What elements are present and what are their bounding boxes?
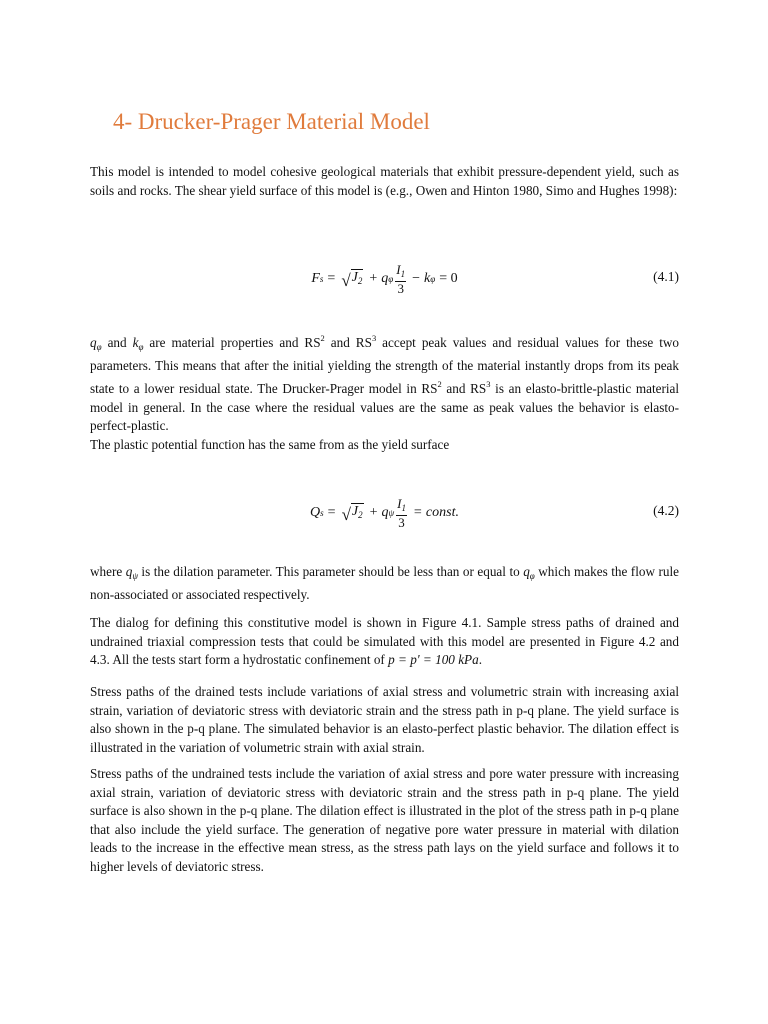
eq1-q: q: [381, 271, 389, 286]
eq1-frac-den: 3: [397, 280, 404, 296]
eq2-lhs-sub: s: [320, 508, 324, 518]
section-heading: 4- Drucker-Prager Material Model: [113, 109, 430, 134]
p2-and: and: [107, 335, 127, 350]
eq2-q: q: [381, 505, 389, 520]
eq2-frac-num-sub: 1: [401, 502, 406, 513]
eq2-lhs: Q: [310, 505, 321, 520]
p4-q: q: [125, 564, 133, 579]
eq1-sqrt-var: J: [351, 270, 358, 285]
p4-text-2: is the dilation parameter. This parameter should be less than or equal to: [141, 564, 520, 579]
equation-number-4-1: (4.1): [653, 269, 679, 284]
material-properties-paragraph: [90, 329, 679, 436]
p2-sup-4: 3: [486, 379, 491, 389]
plastic-potential-paragraph: The plastic potential function has the same from as the yield surface: [90, 437, 450, 452]
eq1-k: k: [424, 271, 431, 286]
eq1-k-sub: φ: [430, 274, 436, 284]
eq2-rhs: = const.: [412, 505, 459, 520]
p2-text-3: accept peak values and residual values for these two parameters. This means that after the initial yielding the strength of the material instantly drops from its peak state to a lower residual state. The Drucker-Prager model in RS: [90, 335, 680, 396]
p2-text-5: is an elasto-brittle-plastic material model in general. In the case where the residual values are the same as peak values the behavior is elasto-perfect-plastic.: [90, 381, 680, 433]
equation-4-2: [90, 488, 679, 538]
eq1-q-sub: φ: [388, 274, 394, 284]
eq2-frac-den: 3: [398, 514, 405, 530]
p2-text-2: and RS: [330, 335, 372, 350]
eq1-fraction: [395, 263, 406, 296]
drained-tests-paragraph: Stress paths of the drained tests include variations of axial stress and volumetric strain with increasing axial strain, variation of deviatoric stress with deviatoric strain and the stress path in p-q plane. The yield surface is also shown in the p-q plane. The simulated behavior is an elasto-perfect plastic behavior. The dilation effect is illustrated in the variation of volumetric strain with axial strain.: [90, 684, 679, 755]
equation-4-1: [90, 254, 679, 304]
eq1-rhs: = 0: [439, 271, 458, 286]
intro-paragraph: This model is intended to model cohesive geological materials that exhibit pressure-dependent yield, such as soils and rocks. The shear yield surface of this model is (e.g., Owen and Hinton 1980, Simo and Hughes 1998):: [90, 164, 679, 198]
p5-text-1: The dialog for defining this constitutive model is shown in Figure 4.1. Sample stress paths of drained and undrained triaxial compression tests that could be simulated with this model are presented in Figure 4.2 and 4.3. All the tests start form a hydrostatic confinement of: [90, 615, 679, 667]
p2-sup-3: 2: [437, 379, 442, 389]
p2-k-sub: φ: [138, 342, 144, 352]
eq1-frac-num-sub: 1: [400, 268, 406, 279]
p2-sup-2: 3: [371, 333, 377, 343]
eq2-sqrt-sub: 2: [358, 510, 363, 520]
eq2-fraction: [396, 497, 407, 530]
dilation-paragraph: [90, 563, 679, 604]
eq1-lhs: F: [311, 271, 320, 286]
eq2-sqrt: √ $J_2$: [341, 504, 363, 524]
eq1-sqrt-sub: 2: [357, 276, 363, 286]
p4-q-sub: ψ: [132, 571, 138, 581]
eq1-sqrt: √ $J_2$: [341, 270, 363, 290]
p4-text-3: which makes the flow rule non-associated or associated respectively.: [90, 564, 679, 602]
eq2-q-sub: ψ: [388, 508, 395, 518]
p2-sup-1: 2: [320, 333, 325, 343]
p2-k: k: [132, 335, 139, 350]
equation-number-4-2: (4.2): [653, 503, 679, 518]
p4-q2-sub: φ: [529, 571, 535, 581]
eq2-sqrt-var: J: [351, 504, 359, 519]
eq1-lhs-sub: s: [319, 274, 324, 284]
p4-q2: q: [523, 564, 530, 579]
p5-text-2: .: [478, 652, 482, 667]
p4-text-1: where: [90, 564, 123, 579]
p2-text-1: are material properties and RS: [149, 335, 321, 350]
p2-text-4: and RS: [446, 381, 487, 396]
p2-q-sub: φ: [96, 342, 102, 352]
equation-4-1-body: F s = √ $J_2$ + q φ $\frac{I_1}{3}$ − k φ = 0: [311, 261, 458, 296]
undrained-tests-paragraph: Stress paths of the undrained tests include the variation of axial stress and pore water pressure with increasing axial strain, variation of deviatoric stress with deviatoric strain and the stress path in p-q plane. The yield surface is also shown in the p-q plane. The dilation effect is illustrated in the plot of the stress path in p-q plane that also include the yield surface. The generation of negative pore water pressure in material with dilation leads to the increase in the effective mean stress, as the stress path lays on the yield surface and follows it to higher levels of deviatoric stress.: [90, 766, 679, 874]
eq2-frac-num: I: [397, 495, 402, 511]
equation-4-2-body: Q s = √ $J_2$ + q ψ $\frac{I_1}{3}$ = const.: [310, 495, 459, 530]
eq1-frac-num: I: [396, 261, 401, 277]
p5-math: p = p' = 100 kPa: [388, 652, 479, 667]
dialog-paragraph: [90, 614, 679, 670]
p2-q: q: [90, 335, 97, 350]
